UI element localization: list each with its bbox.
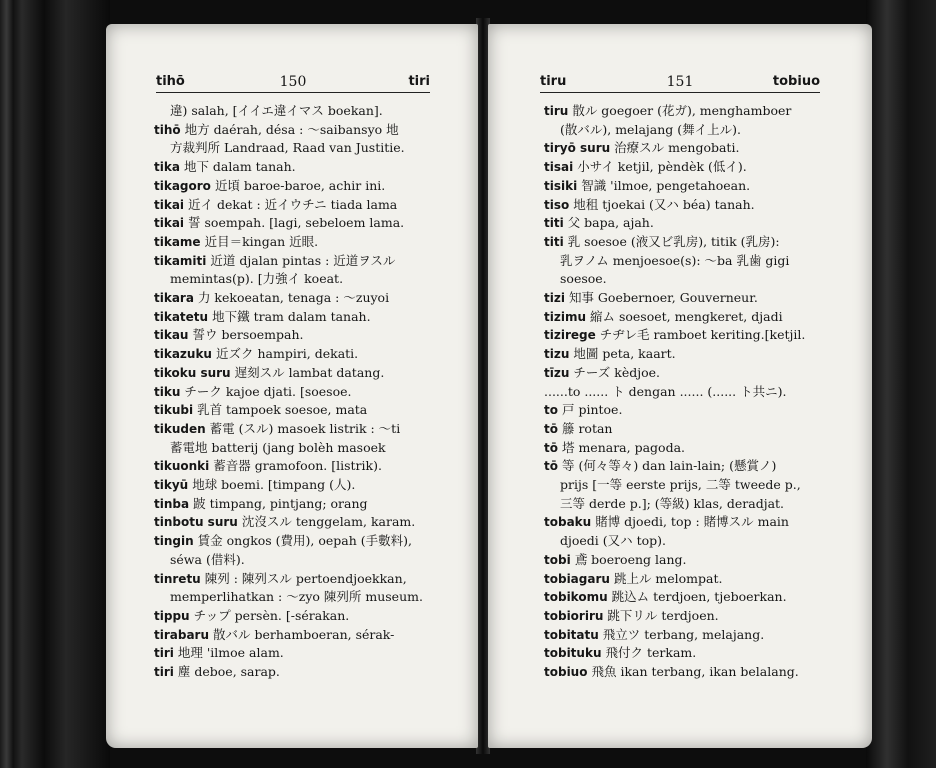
entry-definition: 地下鐵 tram dalam tanah.: [212, 308, 371, 324]
left-page: [106, 24, 478, 748]
entry-headword: tobi: [544, 552, 571, 567]
dictionary-entry: [544, 139, 820, 158]
entry-definition: 智識 'ilmoe, pengetahoean.: [581, 177, 751, 193]
entry-definition: 跳下リル terdjoen.: [607, 607, 719, 623]
entry-headword: tiryō suru: [544, 141, 611, 156]
entry-definition: prijs [一等 eerste prijs, 二等 tweede p.,: [560, 477, 801, 493]
dictionary-entry: [544, 345, 820, 364]
dictionary-entry: [544, 326, 820, 345]
entry-headword: tiru: [544, 104, 569, 118]
entry-definition: 鳶 boeroeng lang.: [574, 551, 687, 567]
entry-definition: 蓄電地 batterij (jang bolèh masoek: [170, 439, 386, 455]
entry-definition: 陳列 : 陳列スル pertoendjoekkan,: [204, 570, 407, 586]
dictionary-entry: [154, 139, 432, 158]
right-entry-list: [544, 102, 820, 682]
dictionary-entry: [154, 383, 432, 402]
dictionary-entry: [544, 420, 820, 439]
entry-headword: tikamiti: [154, 253, 207, 268]
entry-definition: 縮ム soesoet, mengkeret, djadi: [590, 308, 783, 324]
entry-definition: 遅刻スル lambat datang.: [234, 364, 385, 380]
entry-definition: 乳首 tampoek soesoe, mata: [197, 402, 368, 418]
dictionary-entry: [154, 588, 432, 607]
entry-headword: tikuden: [154, 421, 206, 436]
entry-definition: 誓ウ bersoempah.: [192, 327, 304, 343]
entry-definition: 散バル berhamboeran, sérak-: [213, 626, 395, 642]
entry-definition: 地球 boemi. [timpang (人).: [192, 477, 356, 493]
book-edge-right: [866, 0, 936, 768]
dictionary-entry: [544, 495, 820, 514]
entry-definition: 蓄電 (スル) masoek listrik : ～ti: [209, 420, 401, 436]
entry-headword: tiso: [544, 197, 570, 212]
entry-definition: 誓 soempah. [lagi, sebeloem lama.: [188, 215, 405, 231]
entry-headword: tizu: [544, 347, 570, 362]
entry-headword: tinretu: [154, 571, 201, 586]
entry-headword: titi: [544, 216, 564, 231]
entry-definition: 塵 deboe, sarap.: [177, 664, 280, 680]
dictionary-entry: [154, 270, 432, 289]
right-header-rule: [540, 92, 820, 93]
dictionary-entry: [544, 383, 820, 402]
entry-headword: tizirege: [544, 328, 596, 343]
entry-headword: tingin: [154, 534, 194, 549]
entry-headword: tikubi: [154, 403, 194, 418]
dictionary-entry: [544, 177, 820, 196]
dictionary-entry: [544, 663, 820, 682]
entry-definition: 治療スル mengobati.: [614, 140, 740, 156]
entry-definition: 賃金 ongkos (費用), oepah (手數料),: [197, 533, 413, 549]
left-guide-word-last: tiri: [408, 74, 430, 89]
entry-headword: tippu: [154, 608, 190, 623]
dictionary-entry: [544, 158, 820, 177]
dictionary-entry: [154, 663, 432, 682]
dictionary-entry: [544, 457, 820, 476]
entry-headword: tisai: [544, 160, 574, 175]
dictionary-entry: [154, 121, 432, 140]
dictionary-entry: [154, 326, 432, 345]
entry-headword: to: [544, 403, 558, 418]
right-guide-word-first: tiru: [540, 74, 567, 89]
dictionary-entry: [544, 476, 820, 495]
left-guide-word-first: tihō: [156, 74, 185, 89]
entry-headword: tikoku suru: [154, 365, 231, 380]
dictionary-entry: [154, 626, 432, 645]
entry-headword: tō: [544, 459, 558, 474]
entry-headword: tirabaru: [154, 627, 210, 642]
entry-definition: (散バル), melajang (舞イ上ル).: [560, 121, 741, 137]
entry-headword: tobioriru: [544, 608, 604, 623]
dictionary-entry: [154, 252, 432, 271]
dictionary-entry: [154, 570, 432, 589]
dictionary-entry: [544, 121, 820, 140]
dictionary-entry: [544, 364, 820, 383]
entry-headword: tinba: [154, 496, 190, 511]
book-edge-left: [0, 0, 110, 768]
dictionary-entry: [154, 495, 432, 514]
dictionary-entry: [544, 252, 820, 271]
dictionary-entry: [544, 196, 820, 215]
entry-headword: tobikomu: [544, 590, 608, 605]
dictionary-entry: [544, 233, 820, 252]
dictionary-entry: [154, 214, 432, 233]
entry-definition: 乳 soesoe (液又ビ乳房), titik (乳房):: [567, 233, 780, 249]
entry-definition: 近ズク hampiri, dekati.: [215, 346, 359, 362]
dictionary-entry: [154, 364, 432, 383]
entry-definition: 賭博 djoedi, top : 賭博スル main: [595, 514, 789, 530]
dictionary-entry: [544, 513, 820, 532]
entry-definition: 戸 pintoe.: [561, 402, 623, 418]
entry-definition: 小サイ ketjil, pèndèk (低イ).: [577, 159, 747, 175]
entry-definition: memperlihatkan : ～zyo 陳列所 museum.: [170, 589, 423, 605]
entry-definition: 近道 djalan pintas : 近道ヲスル: [210, 252, 396, 268]
entry-headword: tizimu: [544, 309, 586, 324]
dictionary-entry: [154, 551, 432, 570]
entry-definition: 父 bapa, ajah.: [567, 215, 654, 231]
dictionary-entry: [544, 607, 820, 626]
dictionary-entry: [154, 177, 432, 196]
dictionary-entry: [544, 551, 820, 570]
entry-headword: tikazuku: [154, 347, 212, 362]
entry-headword: tikara: [154, 291, 194, 306]
entry-headword: tikau: [154, 328, 189, 343]
entry-definition: 地租 tjoekai (又ハ béa) tanah.: [573, 196, 755, 212]
entry-definition: 近頃 baroe-baroe, achir ini.: [214, 177, 386, 193]
entry-definition: 等 (何々等々) dan lain-lain; (懸賞ノ): [561, 458, 777, 474]
dictionary-entry: [154, 644, 432, 663]
entry-headword: tiri: [154, 665, 174, 680]
dictionary-entry: [154, 401, 432, 420]
dictionary-entry: [544, 588, 820, 607]
entry-definition: 飛魚 ikan terbang, ikan belalang.: [591, 664, 799, 680]
entry-definition: 方裁判所 Landraad, Raad van Justitie.: [170, 140, 405, 156]
entry-headword: tobaku: [544, 515, 592, 530]
entry-definition: 跳上ル melompat.: [613, 570, 723, 586]
left-entry-list: [154, 102, 432, 682]
entry-headword: tīzu: [544, 365, 570, 380]
entry-headword: tobiagaru: [544, 571, 610, 586]
entry-definition: ......to ...... ト dengan ...... (...... ト共ニ).: [544, 383, 787, 399]
entry-headword: tobituku: [544, 646, 602, 661]
entry-definition: 飛付ク terkam.: [605, 645, 697, 661]
entry-definition: 近イ dekat : 近イウチニ tiada lama: [188, 196, 398, 212]
left-header-rule: [156, 92, 430, 93]
dictionary-entry: [544, 532, 820, 551]
entry-headword: tihō: [154, 122, 181, 137]
dictionary-entry: [154, 233, 432, 252]
entry-definition: チーク kajoe djati. [soesoe.: [184, 383, 352, 399]
entry-headword: tikagoro: [154, 178, 211, 193]
dictionary-entry: [544, 401, 820, 420]
entry-definition: チヂレ毛 ramboet keriting.[ketjil.: [599, 327, 806, 343]
dictionary-entry: [154, 102, 432, 121]
entry-headword: tikame: [154, 234, 201, 249]
entry-definition: séwa (借料).: [170, 551, 245, 567]
entry-definition: 飛立ツ terbang, melajang.: [602, 626, 765, 642]
entry-definition: 沈沒スル tenggelam, karam.: [241, 514, 416, 530]
entry-definition: チーズ kèdjoe.: [573, 364, 660, 380]
dictionary-entry: [544, 270, 820, 289]
entry-definition: 地圖 peta, kaart.: [573, 346, 676, 362]
entry-definition: チップ persèn. [-sérakan.: [193, 607, 350, 623]
dictionary-entry: [544, 308, 820, 327]
entry-definition: 知事 Goebernoer, Gouverneur.: [568, 290, 758, 306]
entry-definition: 違) salah, [イイエ違イマス boekan].: [170, 103, 383, 118]
dictionary-entry: [544, 644, 820, 663]
entry-definition: 籐 rotan: [561, 420, 613, 436]
entry-definition: 乳ヲノム menjoesoe(s): ～ba 乳歯 gigi: [560, 252, 790, 268]
dictionary-entry: [154, 420, 432, 439]
entry-headword: tobitatu: [544, 627, 599, 642]
dictionary-entry: [154, 196, 432, 215]
entry-headword: titi: [544, 234, 564, 249]
entry-headword: tinbotu suru: [154, 515, 238, 530]
entry-definition: 三等 derde p.]; (等級) klas, deradjat.: [560, 495, 785, 511]
dictionary-entry: [154, 607, 432, 626]
entry-headword: tikuonki: [154, 459, 210, 474]
entry-definition: 地下 dalam tanah.: [183, 159, 296, 175]
entry-definition: 跳込ム terdjoen, tjeboerkan.: [611, 589, 787, 605]
dictionary-entry: [154, 289, 432, 308]
dictionary-entry: [154, 513, 432, 532]
entry-headword: tikai: [154, 216, 185, 231]
dictionary-entry: [154, 476, 432, 495]
entry-headword: tika: [154, 160, 180, 175]
dictionary-entry: [544, 439, 820, 458]
dictionary-entry: [154, 345, 432, 364]
dictionary-entry: [544, 626, 820, 645]
right-page-number: 151: [666, 74, 694, 90]
dictionary-entry: [544, 570, 820, 589]
entry-definition: 散ル goegoer (花ガ), menghamboer: [572, 103, 792, 118]
entry-headword: tō: [544, 421, 558, 436]
entry-definition: 塔 menara, pagoda.: [561, 439, 685, 455]
dictionary-entry: [544, 214, 820, 233]
dictionary-entry: [154, 532, 432, 551]
left-page-number: 150: [279, 74, 307, 90]
entry-definition: soesoe.: [560, 271, 607, 287]
entry-headword: tō: [544, 440, 558, 455]
dictionary-entry: [544, 102, 820, 121]
entry-definition: memintas(p). [力強イ koeat.: [170, 271, 344, 287]
entry-headword: tikai: [154, 197, 185, 212]
dictionary-entry: [154, 158, 432, 177]
entry-headword: tisiki: [544, 178, 578, 193]
entry-headword: tobiuo: [544, 665, 588, 680]
dictionary-entry: [154, 308, 432, 327]
right-page: [488, 24, 872, 748]
entry-headword: tizi: [544, 291, 565, 306]
entry-definition: 地方 daérah, désa : ～saibansyo 地: [184, 121, 399, 137]
right-guide-word-last: tobiuo: [772, 74, 820, 89]
entry-headword: tiku: [154, 384, 181, 399]
dictionary-entry: [544, 289, 820, 308]
entry-headword: tiri: [154, 646, 174, 661]
entry-definition: 力 kekoeatan, tenaga : ～zuyoi: [197, 290, 390, 306]
entry-definition: djoedi (又ハ top).: [560, 533, 667, 549]
dictionary-entry: [154, 457, 432, 476]
entry-headword: tikatetu: [154, 309, 209, 324]
dictionary-entry: [154, 439, 432, 458]
entry-definition: 蓄音器 gramofoon. [listrik).: [213, 458, 382, 474]
entry-headword: tikyū: [154, 478, 189, 493]
entry-definition: 跛 timpang, pintjang; orang: [193, 495, 368, 511]
entry-definition: 近目＝kingan 近眼.: [204, 233, 319, 249]
entry-definition: 地理 'ilmoe alam.: [177, 645, 284, 661]
